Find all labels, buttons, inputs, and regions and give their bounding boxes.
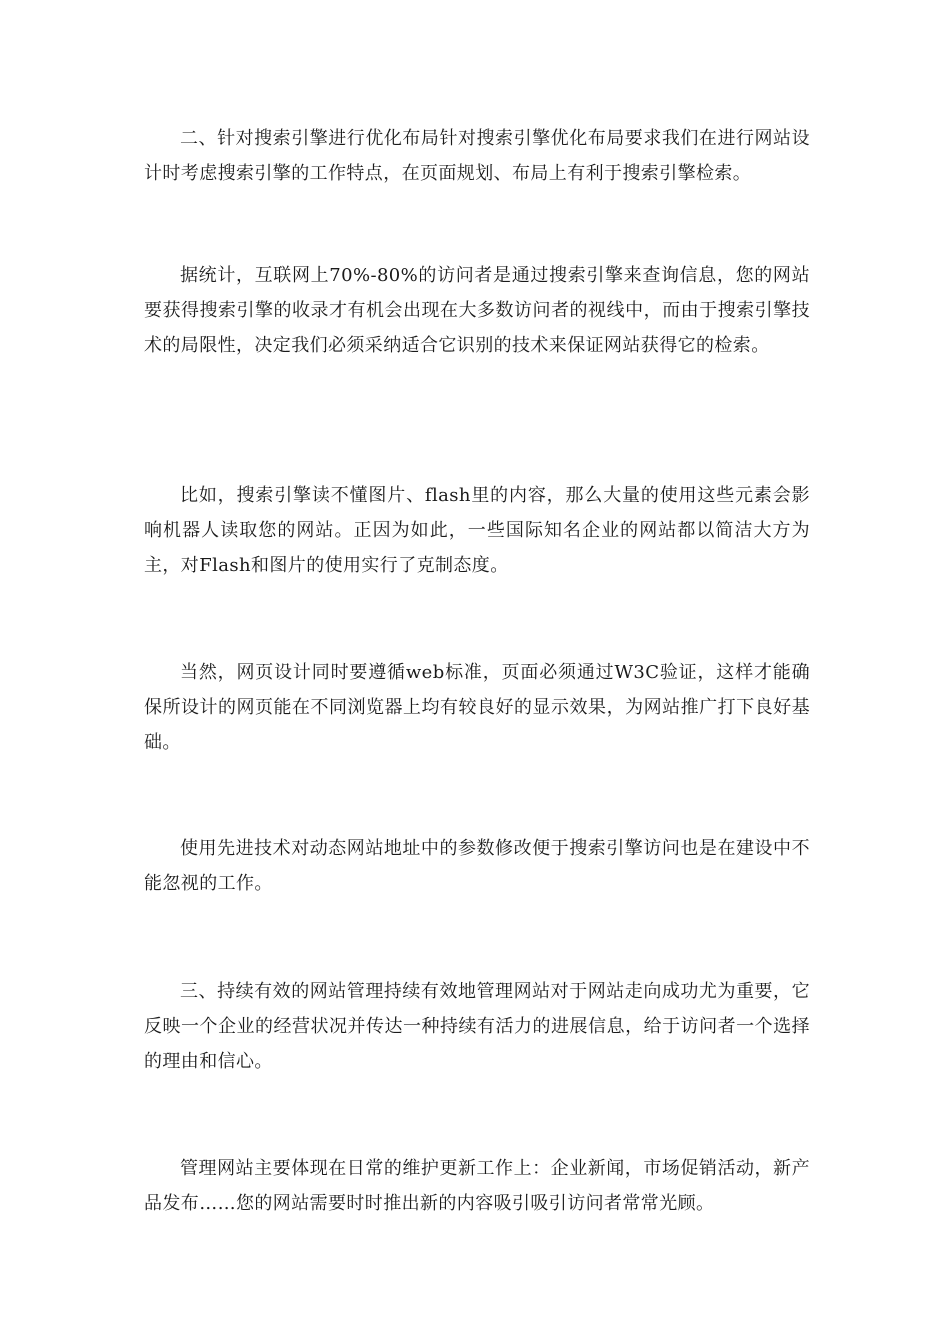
paragraph-dynamic-urls: 使用先进技术对动态网站地址中的参数修改便于搜索引擎访问也是在建设中不能忽视的工作。 xyxy=(144,838,810,894)
paragraph-web-standards: 当然，网页设计同时要遵循web标准，页面必须通过W3C验证，这样才能确保所设计的网页能在不同浏览器上均有较良好的显示效果，为网站推广打下良好基础。 xyxy=(144,662,810,753)
paragraph-search-statistics: 据统计，互联网上70%-80%的访问者是通过搜索引擎来查询信息，您的网站要获得搜索引擎的收录才有机会出现在大多数访问者的视线中，而由于搜索引擎技术的局限性，决定我们必须采纳适合它识别的技术来保证网站获得它的检索。 xyxy=(144,265,810,356)
paragraph-flash-images: 比如，搜索引擎读不懂图片、flash里的内容，那么大量的使用这些元素会影响机器人读取您的网站。正因为如此，一些国际知名企业的网站都以简洁大方为主，对Flash和图片的使用实行了克制态度。 xyxy=(144,485,810,576)
paragraph-site-management: 三、持续有效的网站管理持续有效地管理网站对于网站走向成功尤为重要，它反映一个企业的经营状况并传达一种持续有活力的进展信息，给于访问者一个选择的理由和信心。 xyxy=(144,981,810,1072)
paragraph-maintenance-updates: 管理网站主要体现在日常的维护更新工作上：企业新闻，市场促销活动，新产品发布……您的网站需要时时推出新的内容吸引吸引访问者常常光顾。 xyxy=(144,1158,810,1214)
paragraph-seo-layout: 二、针对搜索引擎进行优化布局针对搜索引擎优化布局要求我们在进行网站设计时考虑搜索引擎的工作特点，在页面规划、布局上有利于搜索引擎检索。 xyxy=(144,128,810,184)
